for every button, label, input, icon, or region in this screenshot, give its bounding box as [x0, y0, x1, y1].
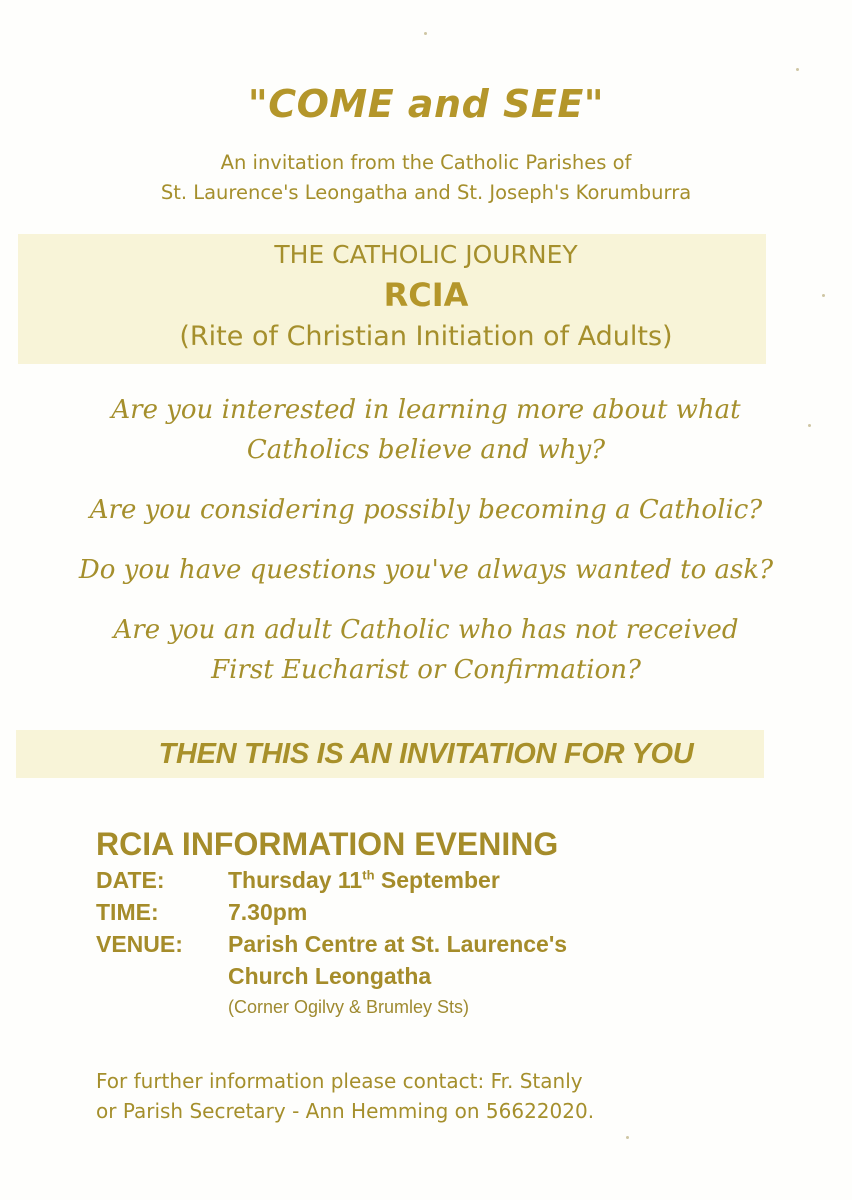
question-line: Do you have questions you've always wanted to ask? [78, 555, 774, 585]
scan-speck [796, 68, 799, 71]
event-heading: RCIA INFORMATION EVENING [96, 826, 559, 862]
invitation-cta: THEN THIS IS AN INVITATION FOR YOU [158, 738, 694, 770]
date-label: DATE: [96, 867, 165, 893]
venue-note: (Corner Ogilvy & Brumley Sts) [228, 997, 470, 1017]
contact-line: or Parish Secretary - Ann Hemming on 56622020. [96, 1099, 595, 1123]
question-item [0, 390, 852, 470]
journey-heading: THE CATHOLIC JOURNEY [274, 240, 578, 269]
question-line: Catholics believe and why? [246, 435, 606, 465]
journey-block [0, 234, 852, 358]
question-line: Are you interested in learning more about what [111, 395, 741, 425]
contact-info [96, 1066, 776, 1126]
contact-line: For further information please contact: Fr. Stanly [96, 1069, 583, 1093]
time-row [96, 896, 776, 928]
venue-value: Parish Centre at St. Laurence's [228, 931, 568, 957]
time-value: 7.30pm [228, 899, 308, 925]
venue-label: VENUE: [96, 931, 183, 957]
intro-line: St. Laurence's Leongatha and St. Joseph's Korumburra [160, 181, 692, 204]
question-line: Are you an adult Catholic who has not received [113, 615, 739, 645]
date-value [228, 864, 500, 896]
venue-row [96, 928, 776, 960]
event-info [96, 824, 776, 1022]
intro-text [0, 148, 852, 208]
scan-speck [626, 1136, 629, 1139]
scan-speck [424, 32, 427, 35]
date-day: Thursday 11 [228, 867, 363, 893]
question-line: Are you considering possibly becoming a Catholic? [89, 495, 763, 525]
date-suffix: th [362, 867, 375, 883]
question-item [0, 490, 852, 530]
venue-row-continued [96, 960, 776, 992]
rcia-subtitle: (Rite of Christian Initiation of Adults) [179, 321, 673, 352]
time-label: TIME: [96, 899, 159, 925]
venue-value-line2: Church Leongatha [228, 963, 432, 989]
rcia-heading: RCIA [383, 276, 469, 314]
question-line: First Eucharist or Confirmation? [211, 655, 641, 685]
date-row [96, 864, 776, 896]
date-month: September [374, 867, 500, 893]
question-item [0, 610, 852, 690]
flyer-title: "COME and SEE" [247, 82, 605, 126]
intro-line: An invitation from the Catholic Parishes of [220, 151, 632, 174]
question-item [0, 550, 852, 590]
questions-list [0, 390, 852, 710]
